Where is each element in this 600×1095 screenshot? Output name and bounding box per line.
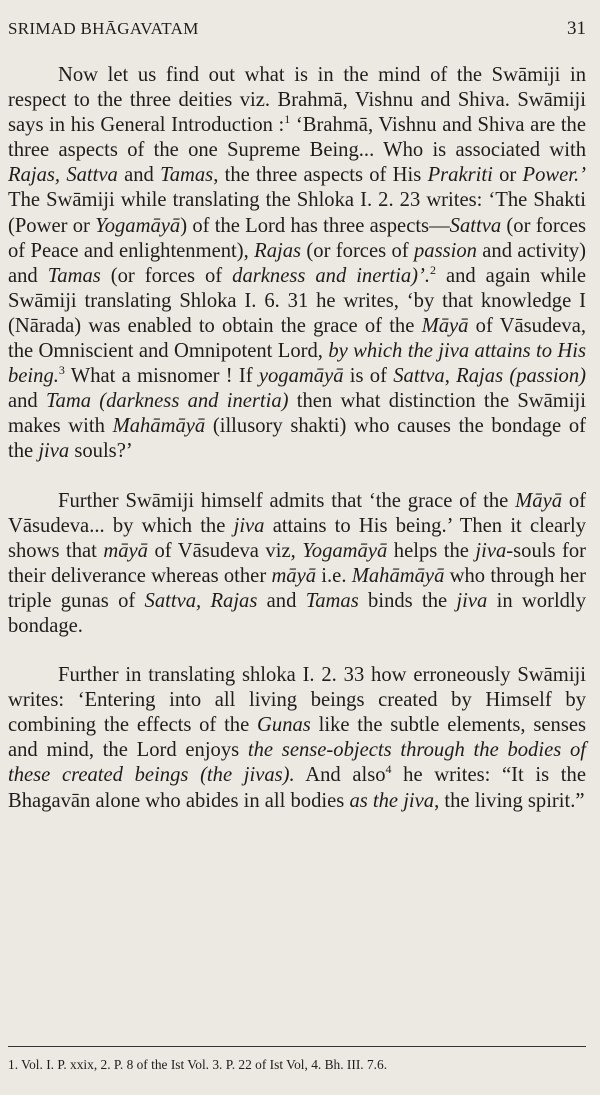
italic-text: Mahāmāyā (351, 564, 445, 587)
text-run: is of (343, 365, 394, 388)
text-run: Now let us find out what is in the mind of the Swāmiji in respect to the three deities viz. Brahmā, Vishnu and Shiva. Swāmiji says in his General Introduction : (8, 64, 586, 137)
italic-text: Sattva (393, 365, 445, 388)
italic-text: Tamas (305, 589, 359, 612)
footnote-divider (8, 1046, 586, 1047)
text-run: of Vāsudeva... by which the (8, 489, 586, 537)
text-run: helps the (387, 539, 476, 562)
footnote-ref: 4 (385, 762, 392, 777)
text-run: Further in translating shloka I. 2. 33 how erroneously Swāmiji writes: ‘Entering into all living beings created by Himself by combining the effects of the (8, 664, 586, 737)
text-run: , (444, 365, 457, 388)
italic-text: Yogamāyā (95, 214, 181, 237)
italic-text: Sattva, Rajas (144, 589, 258, 612)
text-run: i.e. (316, 564, 352, 587)
italic-text: māyā (103, 539, 148, 562)
paragraph (8, 63, 586, 465)
italic-text: Power.’ (522, 164, 587, 187)
page-number: 31 (567, 18, 586, 39)
text-run: (or forces of (301, 239, 414, 262)
italic-text: Tamas (47, 264, 101, 287)
italic-text: Rajas (254, 239, 302, 262)
italic-text: jiva (456, 589, 488, 612)
body-text (8, 63, 586, 814)
text-run: ‘Brahmā, Vishnu and Shiva are the three aspects of the one Supreme Being... Who is associated with (8, 114, 586, 162)
text-run: , the living spirit.” (434, 789, 585, 812)
text-run: (illusory shakti) who causes the bondage of the (8, 415, 586, 463)
text-run: and again while Swāmiji translating Shloka I. 6. 31 he writes, ‘by that knowledge I (Nārada) was enabled to obtain the grace of the (8, 264, 587, 337)
italic-text: Tama (darkness and inertia) (45, 390, 289, 413)
italic-text: yogamāyā (258, 365, 344, 388)
page-header (8, 18, 586, 40)
text-run: ) of the Lord has three aspects— (180, 214, 450, 237)
footnotes: 1. Vol. I. P. xxix, 2. P. 8 of the Ist Vol. 3. P. 22 of Ist Vol, 4. Bh. III. 7.6. (8, 1057, 388, 1072)
text-run: and (117, 164, 161, 187)
italic-text: jiva (233, 514, 265, 537)
text-run: in worldly bondage. (8, 589, 586, 637)
italic-text: by which the jiva attains to His being. (8, 340, 586, 388)
italic-text: Rajas (passion) (456, 365, 587, 388)
italic-text: the sense-objects through the bodies of these created beings (the jivas). (8, 739, 586, 787)
text-run: of Vāsudeva, the Omniscient and Omnipotent Lord, (8, 314, 586, 363)
footnote-ref: 1 (284, 112, 291, 127)
italic-text: Māyā (515, 489, 563, 512)
italic-text: Rajas, Sattva (8, 164, 118, 187)
text-run: souls?’ (69, 440, 133, 463)
italic-text: Tamas (160, 164, 214, 187)
italic-text: jiva (38, 440, 70, 463)
italic-text: māyā (271, 564, 317, 587)
text-run: and activity) and (8, 239, 586, 287)
text-run: attains to His being.’ Then it clearly shows that (8, 514, 586, 562)
footnote-ref: 2 (430, 262, 436, 277)
italic-text: Gunas (257, 714, 311, 737)
italic-text: Mahāmāyā (112, 415, 206, 438)
text-run: or (492, 164, 523, 187)
text-run: And also (294, 764, 386, 787)
text-run: who through her triple gunas of (8, 564, 586, 612)
italic-text: passion (413, 239, 477, 262)
italic-text: as the jiva (349, 789, 435, 812)
text-run: (or forces of Peace and enlightenment), (8, 214, 586, 262)
footnote-ref: 3 (58, 363, 65, 378)
italic-text: jiva (475, 539, 507, 562)
italic-text: Prakriti (427, 164, 493, 187)
text-run: like the subtle elements, senses and mind, the Lord enjoys (8, 714, 586, 762)
text-run: and (257, 589, 306, 612)
text-run: binds the (358, 589, 457, 612)
italic-text: Māyā (421, 314, 469, 337)
paragraph (8, 663, 586, 814)
text-run: he writes: “It is the Bhagavān alone who abides in all bodies (8, 764, 586, 812)
text-run: -souls for their deliverance whereas other (8, 539, 587, 587)
text-run: and (8, 390, 46, 413)
italic-text: Sattva (449, 214, 502, 237)
text-run: (or forces of (100, 264, 233, 287)
text-run: Further Swāmiji himself admits that ‘the grace of the (58, 489, 516, 512)
running-head: SRIMAD BHĀGAVATAM (8, 19, 199, 38)
text-run: The Swāmiji while translating the Shloka I. 2. 23 writes: ‘The Shakti (Power or (8, 189, 586, 237)
text-run: then what distinction the Swāmiji makes with (8, 390, 586, 438)
text-run: What a misnomer ! If (64, 365, 259, 388)
paragraph (8, 489, 586, 640)
italic-text: darkness and inertia)’. (232, 264, 430, 287)
text-run: of Vāsudeva viz, (147, 539, 303, 562)
italic-text: Yogamāyā (302, 539, 388, 562)
text-run: , the three aspects of His (213, 164, 428, 187)
